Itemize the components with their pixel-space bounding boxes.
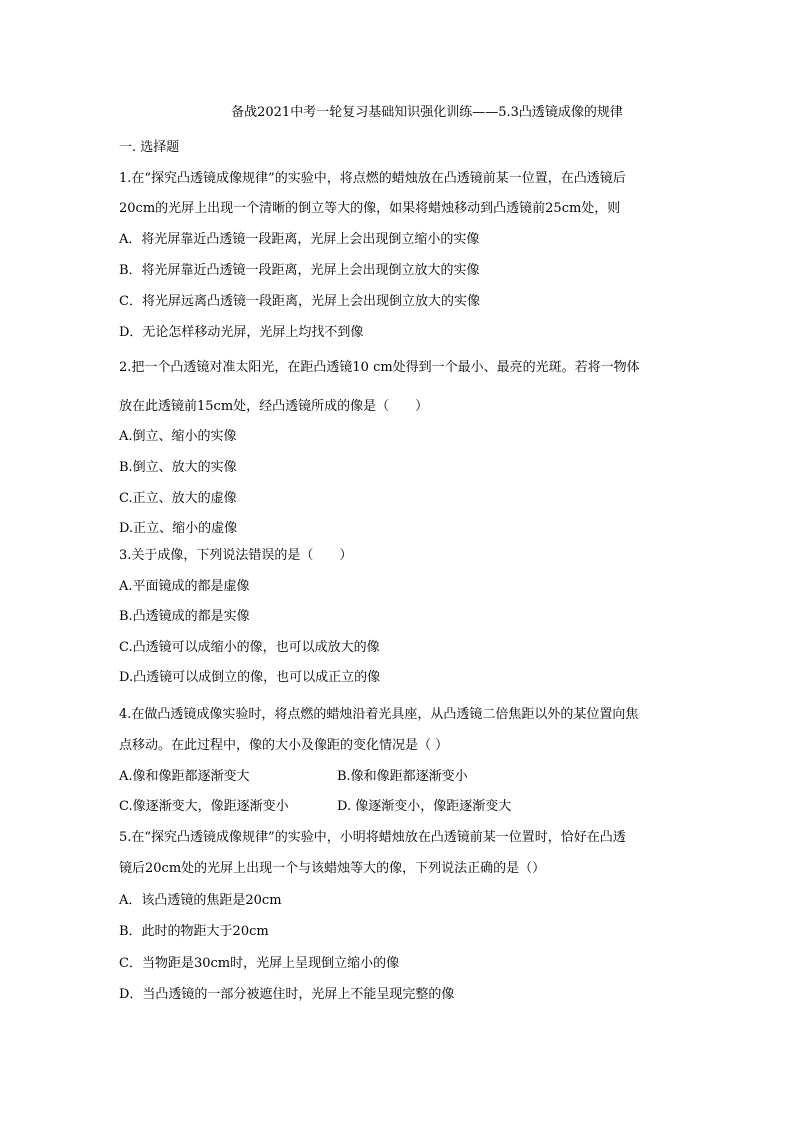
section-heading: 一. 选择题 — [119, 140, 180, 155]
document-title: 备战2021中考一轮复习基础知识强化训练——5.3凸透镜成像的规律 — [231, 105, 623, 120]
question-5-option-c: C．当物距是30cm时，光屏上呈现倒立缩小的像 — [119, 956, 400, 971]
question-4-stem-line-2: 点移动。在此过程中，像的大小及像距的变化情况是（ ） — [119, 738, 449, 753]
question-5-option-d: D．当凸透镜的一部分被遮住时，光屏上不能呈现完整的像 — [119, 987, 455, 1002]
question-3-option-d: D.凸透镜可以成倒立的像，也可以成正立的像 — [119, 670, 381, 685]
question-3-stem: 3.关于成像，下列说法错误的是（ ） — [119, 548, 353, 563]
question-2-stem-line-2: 放在此透镜前15cm处，经凸透镜所成的像是（ ） — [119, 399, 429, 414]
question-4-option-a: A.像和像距都逐渐变大 — [119, 769, 250, 784]
question-1-option-a: A．将光屏靠近凸透镜一段距离，光屏上会出现倒立缩小的实像 — [119, 232, 480, 247]
question-5-option-a: A．该凸透镜的焦距是20cm — [119, 893, 282, 908]
question-5-option-b: B．此时的物距大于20cm — [119, 924, 269, 939]
question-5-stem-line-2: 镜后20cm处的光屏上出现一个与该蜡烛等大的像，下列说法正确的是（） — [119, 861, 546, 876]
question-1-option-c: C．将光屏远离凸透镜一段距离，光屏上会出现倒立放大的实像 — [119, 294, 480, 309]
question-4-options-row-1 — [119, 768, 250, 786]
question-1-option-d: D．无论怎样移动光屏，光屏上均找不到像 — [119, 325, 364, 340]
question-5-stem-line-1: 5.在“探究凸透镜成像规律”的实验中，小明将蜡烛放在凸透镜前某一位置时，恰好在凸透 — [119, 830, 626, 845]
question-2-option-b: B.倒立、放大的实像 — [119, 460, 237, 475]
question-3-option-b: B.凸透镜成的都是实像 — [119, 609, 250, 624]
question-3-option-c: C.凸透镜可以成缩小的像，也可以成放大的像 — [119, 640, 380, 655]
question-1-stem-line-1: 1.在“探究凸透镜成像规律”的实验中，将点燃的蜡烛放在凸透镜前某一位置，在凸透镜后 — [119, 171, 626, 186]
question-1-stem-line-2: 20cm的光屏上出现一个清晰的倒立等大的像，如果将蜡烛移动到凸透镜前25cm处，则 — [119, 201, 621, 216]
question-2-option-c: C.正立、放大的虚像 — [119, 491, 237, 506]
question-4-option-b: B.像和像距都逐渐变小 — [337, 769, 468, 784]
question-4-stem-line-1: 4.在做凸透镜成像实验时，将点燃的蜡烛沿着光具座，从凸透镜二倍焦距以外的某位置向焦 — [119, 707, 639, 722]
question-4-option-c: C.像逐渐变大，像距逐渐变小 — [119, 799, 289, 814]
question-2-option-d: D.正立、缩小的虚像 — [119, 521, 238, 536]
question-4-option-d: D. 像逐渐变小，像距逐渐变大 — [337, 799, 512, 814]
question-1-option-b: B．将光屏靠近凸透镜一段距离，光屏上会出现倒立放大的实像 — [119, 263, 480, 278]
question-3-option-a: A.平面镜成的都是虚像 — [119, 579, 250, 594]
question-2-option-a: A.倒立、缩小的实像 — [119, 429, 237, 444]
question-2-stem-line-1: 2.把一个凸透镜对准太阳光，在距凸透镜10 cm处得到一个最小、最亮的光斑。若将一物体 — [119, 360, 640, 375]
